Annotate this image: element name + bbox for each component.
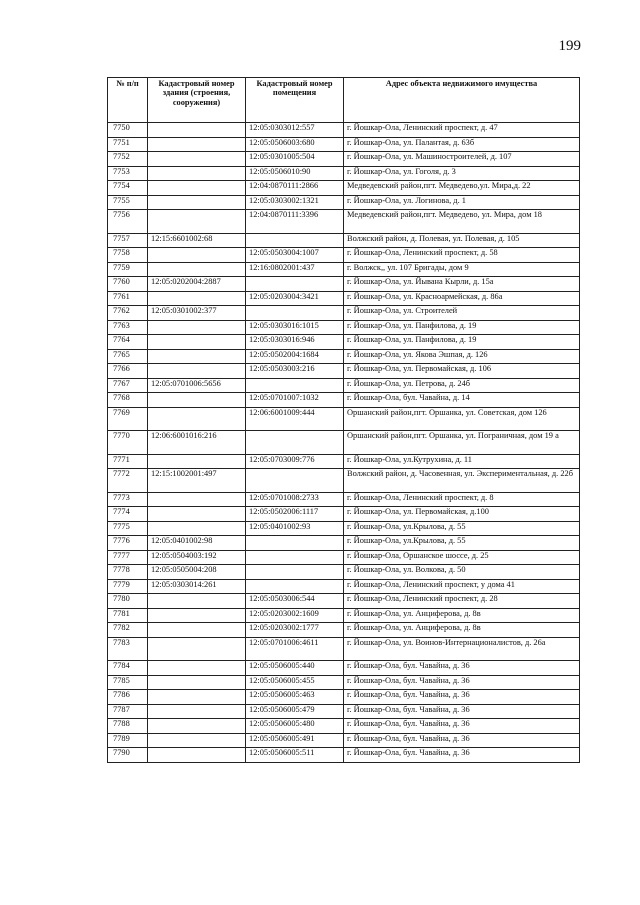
- cell-building-cadastral: [148, 521, 246, 536]
- cell-address: Медведевский район,пгт. Медведево,ул. Мира,д. 22: [344, 181, 580, 196]
- cell-address: г. Йошкар-Ола, ул. Гоголя, д. 3: [344, 166, 580, 181]
- table-row: [108, 550, 580, 565]
- cell-building-cadastral: [148, 507, 246, 522]
- cell-address: Волжский район, д. Полевая, ул. Полевая, д. 105: [344, 233, 580, 248]
- cell-number: 7788: [108, 719, 148, 734]
- cell-address: г. Йошкар-Ола, бул. Чавайна, д. 36: [344, 719, 580, 734]
- cell-number: 7776: [108, 536, 148, 551]
- cell-premises-cadastral: 12:05:0502004:1684: [246, 349, 344, 364]
- table-row: [108, 719, 580, 734]
- cell-address: г. Йошкар-Ола, Оршанское шоссе, д. 25: [344, 550, 580, 565]
- table-row: [108, 690, 580, 705]
- header-address: Адрес объекта недвижимого имущества: [344, 78, 580, 123]
- table-row: [108, 277, 580, 292]
- table-row: [108, 492, 580, 507]
- table-row: [108, 623, 580, 638]
- table-row: [108, 248, 580, 263]
- cell-number: 7784: [108, 661, 148, 676]
- cell-number: 7775: [108, 521, 148, 536]
- cell-address: Оршанский район,пгт. Оршанка, ул. Пограничная, дом 19 а: [344, 431, 580, 455]
- cell-number: 7751: [108, 137, 148, 152]
- cell-building-cadastral: [148, 181, 246, 196]
- cell-building-cadastral: [148, 608, 246, 623]
- table-row: [108, 306, 580, 321]
- table-row: [108, 469, 580, 493]
- table-row: [108, 407, 580, 431]
- cell-number: 7759: [108, 262, 148, 277]
- cell-building-cadastral: [148, 719, 246, 734]
- table-row: [108, 608, 580, 623]
- cell-premises-cadastral: [246, 233, 344, 248]
- cell-building-cadastral: 12:05:0504003:192: [148, 550, 246, 565]
- cell-building-cadastral: 12:05:0401002:98: [148, 536, 246, 551]
- cell-address: г. Йошкар-Ола, ул. Панфилова, д. 19: [344, 335, 580, 350]
- cell-premises-cadastral: 12:05:0503003:216: [246, 364, 344, 379]
- cell-address: г. Йошкар-Ола, бул. Чавайна, д. 36: [344, 690, 580, 705]
- cell-building-cadastral: [148, 407, 246, 431]
- table-row: [108, 364, 580, 379]
- cell-premises-cadastral: 12:05:0503006:544: [246, 594, 344, 609]
- cell-address: Волжский район, д. Часовенная, ул. Экспериментальная, д. 22б: [344, 469, 580, 493]
- table-body: [108, 123, 580, 763]
- cell-premises-cadastral: 12:05:0506005:480: [246, 719, 344, 734]
- cell-number: 7768: [108, 393, 148, 408]
- table-row: [108, 704, 580, 719]
- cell-building-cadastral: [148, 123, 246, 138]
- cell-number: 7769: [108, 407, 148, 431]
- cell-address: г. Йошкар-Ола, бул. Чавайна, д. 36: [344, 748, 580, 763]
- table-row: [108, 181, 580, 196]
- cell-building-cadastral: [148, 364, 246, 379]
- table-row: [108, 195, 580, 210]
- cell-address: г. Йошкар-Ола, ул. Первомайская, д.100: [344, 507, 580, 522]
- property-table: [107, 77, 580, 763]
- cell-number: 7753: [108, 166, 148, 181]
- cell-premises-cadastral: 12:05:0401002:93: [246, 521, 344, 536]
- table-row: [108, 262, 580, 277]
- cell-premises-cadastral: 12:05:0506010:90: [246, 166, 344, 181]
- cell-address: г. Йошкар-Ола, Ленинский проспект, д. 28: [344, 594, 580, 609]
- cell-number: 7771: [108, 454, 148, 469]
- cell-building-cadastral: [148, 594, 246, 609]
- cell-premises-cadastral: 12:16:0802001:437: [246, 262, 344, 277]
- cell-premises-cadastral: [246, 378, 344, 393]
- table-row: [108, 733, 580, 748]
- cell-address: г. Йошкар-Ола, ул. Первомайская, д. 106: [344, 364, 580, 379]
- cell-premises-cadastral: 12:05:0203004:3421: [246, 291, 344, 306]
- header-building-cadastral: Кадастровый номер здания (строения, сооружения): [148, 78, 246, 123]
- cell-premises-cadastral: 12:05:0701008:2733: [246, 492, 344, 507]
- table-row: [108, 291, 580, 306]
- cell-building-cadastral: [148, 152, 246, 167]
- table-row: [108, 320, 580, 335]
- cell-building-cadastral: [148, 690, 246, 705]
- cell-building-cadastral: [148, 349, 246, 364]
- cell-number: 7755: [108, 195, 148, 210]
- cell-number: 7772: [108, 469, 148, 493]
- table-row: [108, 521, 580, 536]
- cell-number: 7750: [108, 123, 148, 138]
- cell-address: г. Йошкар-Ола, ул. Палантая, д. 63б: [344, 137, 580, 152]
- cell-building-cadastral: [148, 675, 246, 690]
- table-row: [108, 349, 580, 364]
- cell-building-cadastral: 12:06:6001016:216: [148, 431, 246, 455]
- cell-address: г. Йошкар-Ола, Ленинский проспект, д. 8: [344, 492, 580, 507]
- cell-premises-cadastral: 12:05:0703009:776: [246, 454, 344, 469]
- table-row: [108, 536, 580, 551]
- table-row: [108, 594, 580, 609]
- cell-address: г. Йошкар-Ола, ул.Кутрухина, д. 11: [344, 454, 580, 469]
- table-row: [108, 210, 580, 234]
- cell-number: 7773: [108, 492, 148, 507]
- cell-address: г. Йошкар-Ола, ул. Воинов-Интернационалистов, д. 26а: [344, 637, 580, 661]
- cell-building-cadastral: [148, 320, 246, 335]
- cell-premises-cadastral: 12:05:0301005:504: [246, 152, 344, 167]
- table-row: [108, 166, 580, 181]
- cell-number: 7762: [108, 306, 148, 321]
- cell-premises-cadastral: [246, 469, 344, 493]
- cell-building-cadastral: [148, 492, 246, 507]
- cell-address: г. Йошкар-Ола, бул. Чавайна, д. 36: [344, 661, 580, 676]
- cell-building-cadastral: [148, 454, 246, 469]
- cell-address: г. Йошкар-Ола, ул. Йывана Кырли, д. 15а: [344, 277, 580, 292]
- cell-building-cadastral: [148, 661, 246, 676]
- cell-address: г. Йошкар-Ола, Ленинский проспект, у дома 41: [344, 579, 580, 594]
- table-header-row: [108, 78, 580, 123]
- table-row: [108, 675, 580, 690]
- cell-building-cadastral: 12:05:0301002:377: [148, 306, 246, 321]
- cell-premises-cadastral: 12:05:0506005:491: [246, 733, 344, 748]
- cell-building-cadastral: 12:15:6601002:68: [148, 233, 246, 248]
- cell-address: г. Йошкар-Ола, ул. Якова Эшпая, д. 126: [344, 349, 580, 364]
- cell-premises-cadastral: [246, 431, 344, 455]
- cell-number: 7785: [108, 675, 148, 690]
- cell-building-cadastral: [148, 262, 246, 277]
- cell-address: Оршанский район,пгт. Оршанка, ул. Советская, дом 126: [344, 407, 580, 431]
- cell-premises-cadastral: 12:05:0503004:1007: [246, 248, 344, 263]
- cell-number: 7774: [108, 507, 148, 522]
- cell-address: г. Йошкар-Ола, Ленинский проспект, д. 58: [344, 248, 580, 263]
- cell-number: 7756: [108, 210, 148, 234]
- cell-premises-cadastral: 12:04:0870111:2866: [246, 181, 344, 196]
- table-row: [108, 378, 580, 393]
- cell-building-cadastral: [148, 733, 246, 748]
- cell-address: г. Волжск,, ул. 107 Бригады, дом 9: [344, 262, 580, 277]
- cell-premises-cadastral: 12:05:0203002:1777: [246, 623, 344, 638]
- table-row: [108, 431, 580, 455]
- cell-premises-cadastral: 12:05:0506005:463: [246, 690, 344, 705]
- table-row: [108, 233, 580, 248]
- cell-address: г. Йошкар-Ола, ул. Панфилова, д. 19: [344, 320, 580, 335]
- cell-premises-cadastral: 12:05:0506003:680: [246, 137, 344, 152]
- table-row: [108, 123, 580, 138]
- table-row: [108, 152, 580, 167]
- cell-building-cadastral: [148, 393, 246, 408]
- cell-number: 7766: [108, 364, 148, 379]
- cell-address: г. Йошкар-Ола, ул.Крылова, д. 55: [344, 521, 580, 536]
- cell-number: 7757: [108, 233, 148, 248]
- cell-number: 7758: [108, 248, 148, 263]
- cell-number: 7754: [108, 181, 148, 196]
- cell-building-cadastral: [148, 137, 246, 152]
- cell-premises-cadastral: 12:05:0506005:479: [246, 704, 344, 719]
- cell-premises-cadastral: [246, 536, 344, 551]
- cell-number: 7767: [108, 378, 148, 393]
- cell-number: 7760: [108, 277, 148, 292]
- cell-building-cadastral: 12:15:1002001:497: [148, 469, 246, 493]
- cell-address: г. Йошкар-Ола, бул. Чавайна, д. 36: [344, 733, 580, 748]
- cell-address: г. Йошкар-Ола, ул. Анциферова, д. 8в: [344, 623, 580, 638]
- cell-address: г. Йошкар-Ола, ул.Крылова, д. 55: [344, 536, 580, 551]
- cell-number: 7765: [108, 349, 148, 364]
- header-premises-cadastral: Кадастровый номер помещения: [246, 78, 344, 123]
- table-row: [108, 507, 580, 522]
- cell-number: 7781: [108, 608, 148, 623]
- table-row: [108, 393, 580, 408]
- table-row: [108, 637, 580, 661]
- table-row: [108, 579, 580, 594]
- cell-premises-cadastral: 12:05:0303002:1321: [246, 195, 344, 210]
- cell-building-cadastral: 12:05:0303014:261: [148, 579, 246, 594]
- cell-premises-cadastral: 12:05:0701007:1032: [246, 393, 344, 408]
- cell-building-cadastral: 12:05:0505004:208: [148, 565, 246, 580]
- cell-address: г. Йошкар-Ола, ул. Петрова, д. 24б: [344, 378, 580, 393]
- cell-building-cadastral: [148, 748, 246, 763]
- cell-address: г. Йошкар-Ола, ул. Строителей: [344, 306, 580, 321]
- cell-number: 7763: [108, 320, 148, 335]
- cell-premises-cadastral: 12:05:0303016:1015: [246, 320, 344, 335]
- cell-building-cadastral: 12:05:0202004:2887: [148, 277, 246, 292]
- table-row: [108, 454, 580, 469]
- cell-address: г. Йошкар-Ола, Ленинский проспект, д. 47: [344, 123, 580, 138]
- cell-number: 7752: [108, 152, 148, 167]
- cell-building-cadastral: [148, 623, 246, 638]
- cell-address: г. Йошкар-Ола, бул. Чавайна, д. 14: [344, 393, 580, 408]
- cell-number: 7764: [108, 335, 148, 350]
- cell-premises-cadastral: 12:05:0303012:557: [246, 123, 344, 138]
- cell-address: г. Йошкар-Ола, ул. Машиностроителей, д. 107: [344, 152, 580, 167]
- cell-building-cadastral: [148, 248, 246, 263]
- header-number: № п/п: [108, 78, 148, 123]
- cell-premises-cadastral: 12:05:0502006:1117: [246, 507, 344, 522]
- cell-number: 7761: [108, 291, 148, 306]
- cell-number: 7779: [108, 579, 148, 594]
- cell-premises-cadastral: 12:05:0506005:440: [246, 661, 344, 676]
- cell-number: 7770: [108, 431, 148, 455]
- cell-address: г. Йошкар-Ола, ул. Красноармейская, д. 86а: [344, 291, 580, 306]
- page-number: 199: [558, 38, 581, 54]
- cell-building-cadastral: [148, 637, 246, 661]
- cell-number: 7782: [108, 623, 148, 638]
- table-row: [108, 565, 580, 580]
- table-row: [108, 748, 580, 763]
- cell-premises-cadastral: 12:05:0701006:4611: [246, 637, 344, 661]
- table-row: [108, 335, 580, 350]
- cell-number: 7790: [108, 748, 148, 763]
- cell-building-cadastral: [148, 210, 246, 234]
- cell-address: г. Йошкар-Ола, бул. Чавайна, д. 36: [344, 704, 580, 719]
- cell-address: г. Йошкар-Ола, ул. Анциферова, д. 8в: [344, 608, 580, 623]
- cell-number: 7783: [108, 637, 148, 661]
- cell-address: Медведевский район,пгт. Медведево, ул. Мира, дом 18: [344, 210, 580, 234]
- cell-premises-cadastral: [246, 565, 344, 580]
- cell-address: г. Йошкар-Ола, ул. Волкова, д. 50: [344, 565, 580, 580]
- cell-building-cadastral: 12:05:0701006:5656: [148, 378, 246, 393]
- cell-premises-cadastral: 12:05:0506005:455: [246, 675, 344, 690]
- cell-premises-cadastral: 12:05:0506005:511: [246, 748, 344, 763]
- cell-number: 7780: [108, 594, 148, 609]
- cell-number: 7787: [108, 704, 148, 719]
- cell-building-cadastral: [148, 335, 246, 350]
- table-row: [108, 137, 580, 152]
- cell-number: 7786: [108, 690, 148, 705]
- cell-premises-cadastral: [246, 550, 344, 565]
- cell-premises-cadastral: 12:05:0203002:1609: [246, 608, 344, 623]
- cell-number: 7778: [108, 565, 148, 580]
- cell-premises-cadastral: [246, 579, 344, 594]
- cell-building-cadastral: [148, 291, 246, 306]
- cell-address: г. Йошкар-Ола, ул. Логинова, д. 1: [344, 195, 580, 210]
- cell-premises-cadastral: 12:05:0303016:946: [246, 335, 344, 350]
- cell-number: 7777: [108, 550, 148, 565]
- cell-premises-cadastral: 12:06:6001009:444: [246, 407, 344, 431]
- cell-number: 7789: [108, 733, 148, 748]
- table-row: [108, 661, 580, 676]
- cell-building-cadastral: [148, 195, 246, 210]
- cell-building-cadastral: [148, 704, 246, 719]
- cell-address: г. Йошкар-Ола, бул. Чавайна, д. 36: [344, 675, 580, 690]
- cell-building-cadastral: [148, 166, 246, 181]
- cell-premises-cadastral: [246, 306, 344, 321]
- cell-premises-cadastral: [246, 277, 344, 292]
- cell-premises-cadastral: 12:04:0870111:3396: [246, 210, 344, 234]
